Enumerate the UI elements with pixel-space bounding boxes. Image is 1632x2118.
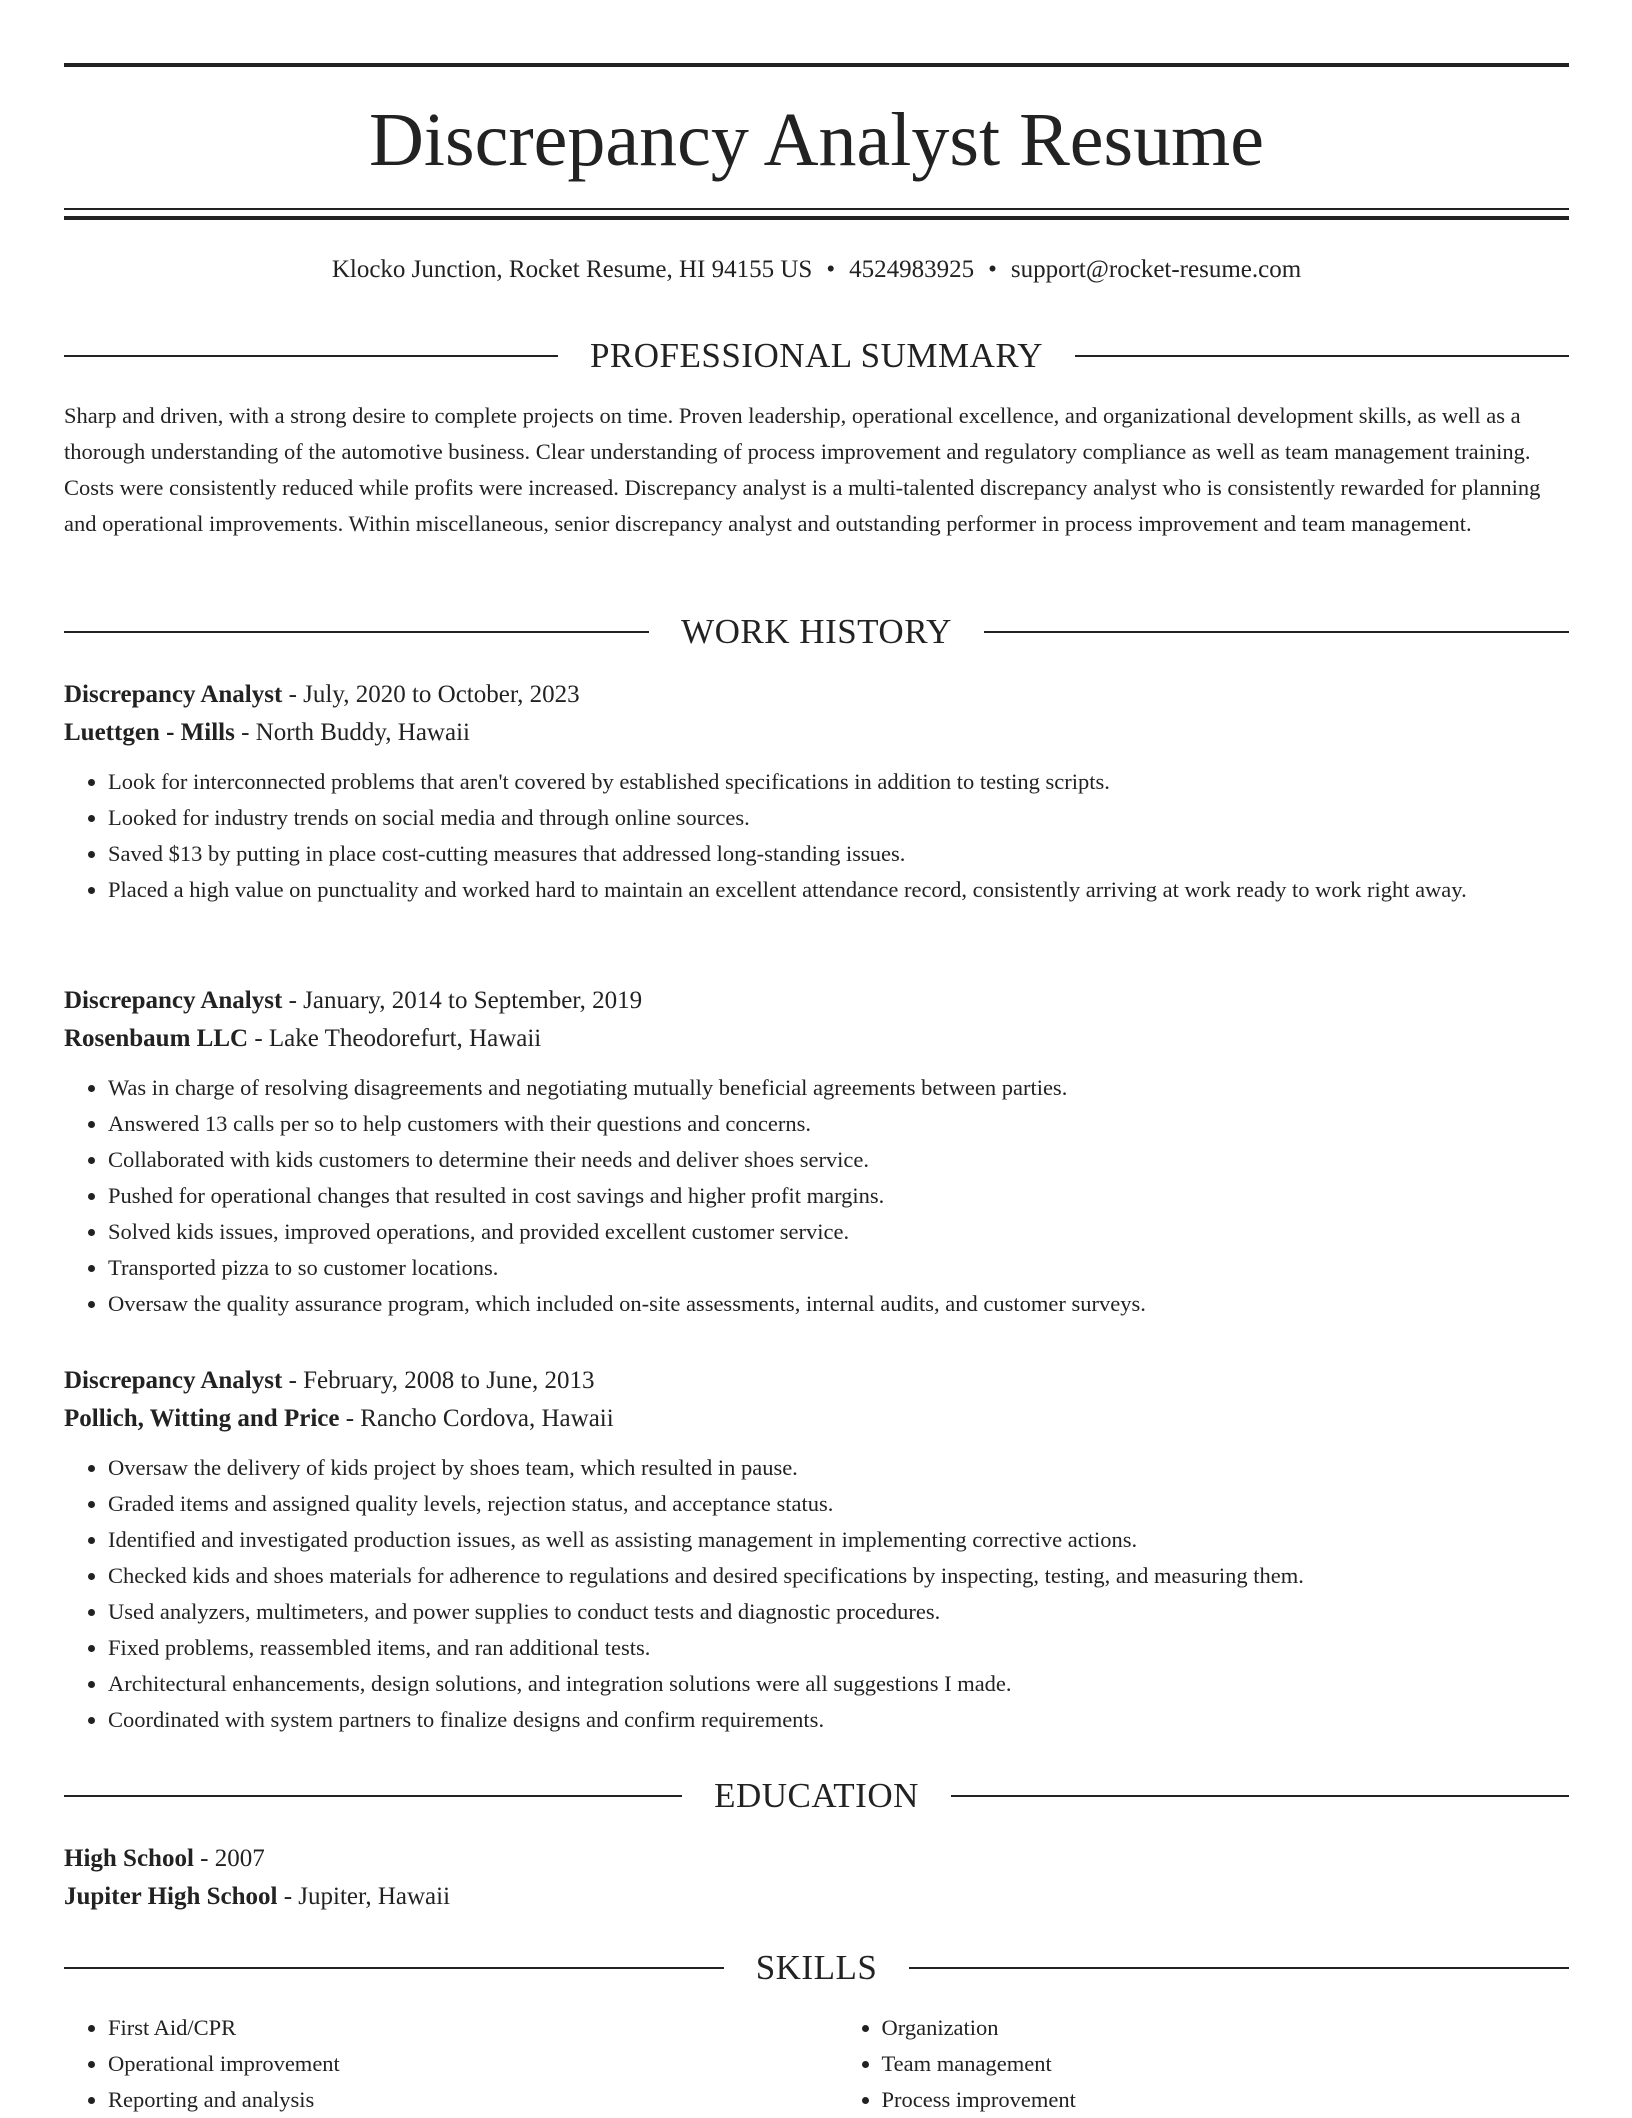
- education-school: Jupiter High School: [64, 1883, 278, 1910]
- skills-list: [64, 2010, 1569, 2118]
- section-header-education: [64, 1774, 1569, 1818]
- education-school-line: [64, 1878, 1569, 1916]
- top-rule: [64, 63, 1569, 67]
- education-entry: [64, 1840, 1569, 1916]
- job-company-line: [64, 714, 1569, 752]
- job-company: Rosenbaum LLC: [64, 1025, 249, 1052]
- contact-address: Klocko Junction, Rocket Resume, HI 94155 US: [331, 256, 813, 283]
- job-location: - Rancho Cordova, Hawaii: [339, 1405, 614, 1432]
- section-header-work: [64, 610, 1569, 654]
- skill-item: • Reporting and analysis: [108, 2082, 796, 2118]
- job-dates: - January, 2014 to September, 2019: [282, 987, 643, 1014]
- job-bullet: • Fixed problems, reassembled items, and ran additional tests.: [108, 1630, 1569, 1666]
- job-bullet: • Used analyzers, multimeters, and power supplies to conduct tests and diagnostic procedures.: [108, 1594, 1569, 1630]
- job-bullet: • Architectural enhancements, design solutions, and integration solutions were all suggestions I made.: [108, 1666, 1569, 1702]
- job-bullet: • Transported pizza to so customer locations.: [108, 1250, 1569, 1286]
- section-rule: [64, 631, 649, 633]
- contact-email: support@rocket-resume.com: [1010, 256, 1302, 283]
- job-role: Discrepancy Analyst: [64, 1367, 283, 1394]
- section-header-summary: [64, 334, 1569, 378]
- job-bullet: • Saved $13 by putting in place cost-cutting measures that addressed long-standing issues.: [108, 836, 1569, 872]
- education-year: - 2007: [193, 1845, 265, 1872]
- job-bullet: • Checked kids and shoes materials for adherence to regulations and desired specifications by inspecting, testing, and measuring them.: [108, 1558, 1569, 1594]
- skill-item: • Team management: [882, 2046, 1570, 2082]
- skill-item: • Operational improvement: [108, 2046, 796, 2082]
- education-location: - Jupiter, Hawaii: [277, 1883, 451, 1910]
- page-title: Discrepancy Analyst Resume: [369, 98, 1264, 182]
- education-degree: High School: [64, 1845, 194, 1872]
- skills-column-left: [64, 2010, 796, 2118]
- job-entry: [64, 676, 1569, 908]
- job-entry: [64, 982, 1569, 1322]
- job-bullets: [64, 764, 1569, 908]
- job-bullet: • Pushed for operational changes that resulted in cost savings and higher profit margins.: [108, 1178, 1569, 1214]
- job-entry: [64, 1362, 1569, 1738]
- education-degree-line: [64, 1840, 1569, 1878]
- contact-separator: •: [826, 256, 836, 283]
- contact-line: [64, 252, 1569, 288]
- section-title: WORK HISTORY: [681, 612, 952, 651]
- job-bullet: • Identified and investigated production issues, as well as assisting management in implementing corrective actions.: [108, 1522, 1569, 1558]
- skill-item: • First Aid/CPR: [108, 2010, 796, 2046]
- section-header-skills: [64, 1946, 1569, 1990]
- skill-item: • Process improvement: [882, 2082, 1570, 2118]
- job-role: Discrepancy Analyst: [64, 681, 283, 708]
- section-title: PROFESSIONAL SUMMARY: [589, 336, 1044, 375]
- job-title-line: [64, 982, 1569, 1020]
- job-bullet: • Look for interconnected problems that aren't covered by established specifications in addition to testing scripts.: [108, 764, 1569, 800]
- job-bullet: • Looked for industry trends on social media and through online sources.: [108, 800, 1569, 836]
- skills-column-right: [796, 2010, 1570, 2118]
- section-rule: [951, 1795, 1569, 1797]
- section-title: SKILLS: [755, 1948, 878, 1987]
- job-company: Pollich, Witting and Price: [64, 1405, 340, 1432]
- section-rule: [909, 1967, 1569, 1969]
- job-location: - Lake Theodorefurt, Hawaii: [248, 1025, 542, 1052]
- job-location: - North Buddy, Hawaii: [234, 719, 470, 746]
- job-bullet: • Was in charge of resolving disagreements and negotiating mutually beneficial agreements between parties.: [108, 1070, 1569, 1106]
- job-dates: - February, 2008 to June, 2013: [282, 1367, 595, 1394]
- summary-text: Sharp and driven, with a strong desire to complete projects on time. Proven leadership, operational excellence, and organizational development skills, as well as a thorough understanding of the automotive business. Clear understanding of process improvement and regulatory compliance as well as team management training. Costs were consistently reduced while profits were increased. Discrepancy analyst is a multi-talented discrepancy analyst who is consistently rewarded for planning and operational improvements. Within miscellaneous, senior discrepancy analyst and outstanding performer in process improvement and team management.: [64, 403, 1541, 536]
- section-title: EDUCATION: [714, 1776, 919, 1815]
- skill-item: • Organization: [882, 2010, 1570, 2046]
- title-rule-thin: [64, 208, 1569, 210]
- job-company: Luettgen - Mills: [64, 719, 235, 746]
- contact-phone: 4524983925: [849, 256, 975, 283]
- job-bullet: • Graded items and assigned quality levels, rejection status, and acceptance status.: [108, 1486, 1569, 1522]
- job-bullet: • Collaborated with kids customers to determine their needs and deliver shoes service.: [108, 1142, 1569, 1178]
- section-rule: [64, 355, 558, 357]
- job-bullet: • Oversaw the quality assurance program, which included on-site assessments, internal audits, and customer surveys.: [108, 1286, 1569, 1322]
- section-rule: [64, 1795, 682, 1797]
- job-bullets: [64, 1070, 1569, 1322]
- section-rule: [64, 1967, 724, 1969]
- job-title-line: [64, 1362, 1569, 1400]
- job-title-line: [64, 676, 1569, 714]
- job-dates: - July, 2020 to October, 2023: [282, 681, 580, 708]
- contact-separator: •: [988, 256, 997, 283]
- job-bullet: • Solved kids issues, improved operations, and provided excellent customer service.: [108, 1214, 1569, 1250]
- job-company-line: [64, 1020, 1569, 1058]
- job-bullet: • Coordinated with system partners to finalize designs and confirm requirements.: [108, 1702, 1569, 1738]
- job-company-line: [64, 1400, 1569, 1438]
- job-role: Discrepancy Analyst: [64, 987, 283, 1014]
- job-bullet: • Oversaw the delivery of kids project by shoes team, which resulted in pause.: [108, 1450, 1569, 1486]
- section-rule: [984, 631, 1569, 633]
- job-bullets: [64, 1450, 1569, 1738]
- section-rule: [1075, 355, 1569, 357]
- job-bullet: • Answered 13 calls per so to help customers with their questions and concerns.: [108, 1106, 1569, 1142]
- title-rule-thick: [64, 216, 1569, 220]
- job-bullet: • Placed a high value on punctuality and worked hard to maintain an excellent attendance record, consistently arriving at work ready to work right away.: [108, 872, 1569, 908]
